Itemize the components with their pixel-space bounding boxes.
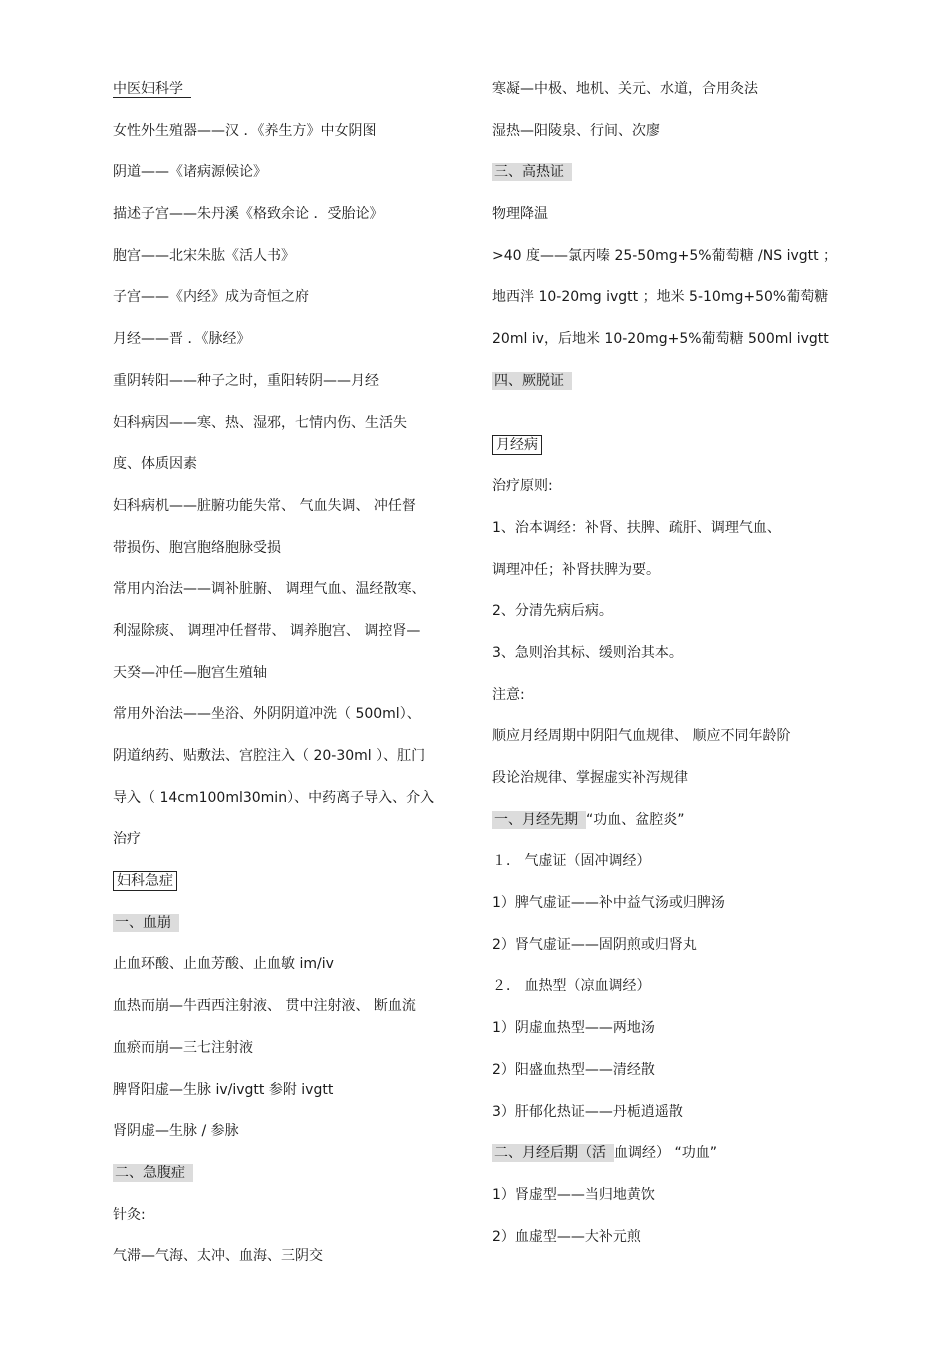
line-text: 20ml iv，后地米 10-20mg+5%葡萄糖 500ml ivgtt <box>492 331 829 348</box>
text-line <box>492 245 842 287</box>
text-line <box>492 475 842 517</box>
line-text: 子宫——《内经》成为奇恒之府 <box>113 289 309 306</box>
line-text: 2）血虚型——大补元煎 <box>492 1228 641 1245</box>
text-line <box>492 600 842 642</box>
text-line <box>492 78 842 120</box>
line-text: 3）肝郁化热证——丹栀逍遥散 <box>492 1103 683 1120</box>
line-text: 天癸—冲任—胞宫生殖轴 <box>113 664 267 681</box>
line-text: 阴道——《诸病源候论》 <box>113 164 267 181</box>
left-column <box>113 78 465 1287</box>
text-line <box>113 120 465 162</box>
text-line <box>113 1245 465 1287</box>
line-text: 2）阳盛血热型——清经散 <box>492 1061 655 1078</box>
text-line <box>492 120 842 162</box>
text-line <box>492 1017 842 1059</box>
line-suffix: 血调经） “功血” <box>614 1145 717 1162</box>
line-text: 妇科病因——寒、热、湿邪，七情内伤、生活失 <box>113 414 407 431</box>
line-suffix: “功血、盆腔炎” <box>586 811 685 828</box>
line-text: 物理降温 <box>492 206 548 223</box>
text-line <box>113 953 465 995</box>
text-line <box>113 828 465 870</box>
right-column <box>492 78 842 1267</box>
text-line <box>492 559 842 601</box>
line-text: １． 气虚证（固冲调经） <box>492 853 651 870</box>
text-line <box>492 642 842 684</box>
text-line <box>113 703 465 745</box>
line-text: 1）阴虚血热型——两地汤 <box>492 1020 655 1037</box>
line-text: 导入（ 14cm100ml30min）、中药离子导入、介入 <box>113 789 435 806</box>
line-text: 妇科急症 <box>113 871 177 891</box>
section-heading <box>113 78 465 120</box>
line-text: 3、急则治其标、缓则治其本。 <box>492 644 683 661</box>
line-text: 脾肾阳虚—生脉 iv/ivgtt 参附 ivgtt <box>113 1081 334 1098</box>
line-text: 针灸: <box>113 1206 146 1223</box>
line-text: 肾阴虚—生脉 / 参脉 <box>113 1123 239 1140</box>
blank-line <box>492 412 842 434</box>
text-line <box>113 245 465 287</box>
text-line <box>492 684 842 726</box>
text-line <box>492 286 842 328</box>
section-heading <box>113 870 465 912</box>
line-text: 三、高热证 <box>492 163 572 181</box>
line-text: 湿热—阳陵泉、行间、次廖 <box>492 122 660 139</box>
text-line <box>492 892 842 934</box>
line-text: 中医妇科学 <box>113 81 191 98</box>
line-text: 二、急腹症 <box>113 1164 193 1182</box>
line-text: 常用外治法——坐浴、外阴阴道冲洗（ 500ml）、 <box>113 706 421 723</box>
line-text: 带损伤、胞宫胞络胞脉受损 <box>113 539 281 556</box>
text-line <box>113 620 465 662</box>
text-line <box>113 203 465 245</box>
line-text: 一、血崩 <box>113 914 179 932</box>
text-line <box>113 1204 465 1246</box>
section-heading <box>492 1142 842 1184</box>
line-text: 月经——晋 ．《脉经》 <box>113 331 251 348</box>
section-heading <box>492 434 842 476</box>
line-text: >40 度——氯丙嗪 25-50mg+5%葡萄糖 /NS ivgtt ； <box>492 247 838 264</box>
text-line <box>492 934 842 976</box>
line-text: 月经病 <box>492 435 542 455</box>
line-text: 地西泮 10-20mg ivgtt ；地米 5-10mg+50%葡萄糖 <box>492 289 829 306</box>
text-line <box>492 517 842 559</box>
text-line <box>492 1059 842 1101</box>
line-text: 调理冲任；补肾扶脾为要。 <box>492 561 660 578</box>
line-text: 治疗 <box>113 831 141 848</box>
line-text: 度、体质因素 <box>113 456 197 473</box>
line-text: 注意: <box>492 686 525 703</box>
text-line <box>113 1120 465 1162</box>
line-text: 止血环酸、止血芳酸、止血敏 im/iv <box>113 956 334 973</box>
line-text: 1）肾虚型——当归地黄饮 <box>492 1186 655 1203</box>
text-line <box>492 767 842 809</box>
line-text: 段论治规律、掌握虚实补泻规律 <box>492 770 688 786</box>
section-heading <box>492 161 842 203</box>
line-text: 重阴转阳——种子之时，重阳转阴——月经 <box>113 372 379 389</box>
text-line <box>113 1037 465 1079</box>
text-line <box>113 537 465 579</box>
text-line <box>492 975 842 1017</box>
line-text: 一、月经先期 <box>492 811 586 829</box>
text-line <box>113 578 465 620</box>
text-line <box>113 662 465 704</box>
text-line <box>113 745 465 787</box>
line-text: 描述子宫——朱丹溪《格致余论 ．受胎论》 <box>113 206 384 223</box>
line-text: 治疗原则: <box>492 478 553 495</box>
section-heading <box>113 1162 465 1204</box>
text-line <box>113 995 465 1037</box>
text-line <box>492 1184 842 1226</box>
line-text: 1）脾气虚证——补中益气汤或归脾汤 <box>492 895 725 912</box>
text-line <box>492 725 842 767</box>
text-line <box>113 453 465 495</box>
section-heading <box>113 912 465 954</box>
line-text: 气滞—气海、太冲、血海、三阴交 <box>113 1248 323 1265</box>
line-text: 胞宫——北宋朱肱《活人书》 <box>113 247 295 264</box>
text-line <box>113 370 465 412</box>
text-line <box>492 1226 842 1268</box>
line-text: 2、分清先病后病。 <box>492 603 613 620</box>
line-text: 2）肾气虚证——固阴煎或归肾丸 <box>492 936 697 953</box>
line-text: 血热而崩—牛西西注射液、 贯中注射液、 断血流 <box>113 998 416 1015</box>
text-line <box>492 203 842 245</box>
text-line <box>113 787 465 829</box>
line-text: 血瘀而崩—三七注射液 <box>113 1039 253 1056</box>
line-text: 二、月经后期（活 <box>492 1144 614 1162</box>
text-line <box>113 1079 465 1121</box>
text-line <box>113 495 465 537</box>
text-line <box>113 161 465 203</box>
line-text: 妇科病机——脏腑功能失常、 气血失调、 冲任督 <box>113 497 416 514</box>
line-text: 寒凝—中极、地机、关元、水道，合用灸法 <box>492 81 758 97</box>
text-line <box>113 328 465 370</box>
line-text: 利湿除痰、 调理冲任督带、 调养胞宫、 调控肾— <box>113 622 421 639</box>
text-line <box>492 1101 842 1143</box>
section-heading <box>492 809 842 851</box>
text-line <box>492 328 842 370</box>
text-line <box>113 286 465 328</box>
line-text: 阴道纳药、贴敷法、宫腔注入（ 20-30ml ）、肛门 <box>113 748 426 764</box>
text-line <box>492 850 842 892</box>
line-text: 四、厥脱证 <box>492 372 572 390</box>
line-text: 常用内治法——调补脏腑、 调理气血、温经散寒、 <box>113 581 426 598</box>
line-text: 女性外生殖器——汉 ．《养生方》中女阴图 <box>113 122 377 139</box>
line-text: 顺应月经周期中阴阳气血规律、 顺应不同年龄阶 <box>492 728 791 745</box>
text-line <box>113 412 465 454</box>
line-text: ２． 血热型（凉血调经） <box>492 978 651 995</box>
section-heading <box>492 370 842 412</box>
line-text: 1、治本调经：补肾、扶脾、疏肝、调理气血、 <box>492 519 781 536</box>
